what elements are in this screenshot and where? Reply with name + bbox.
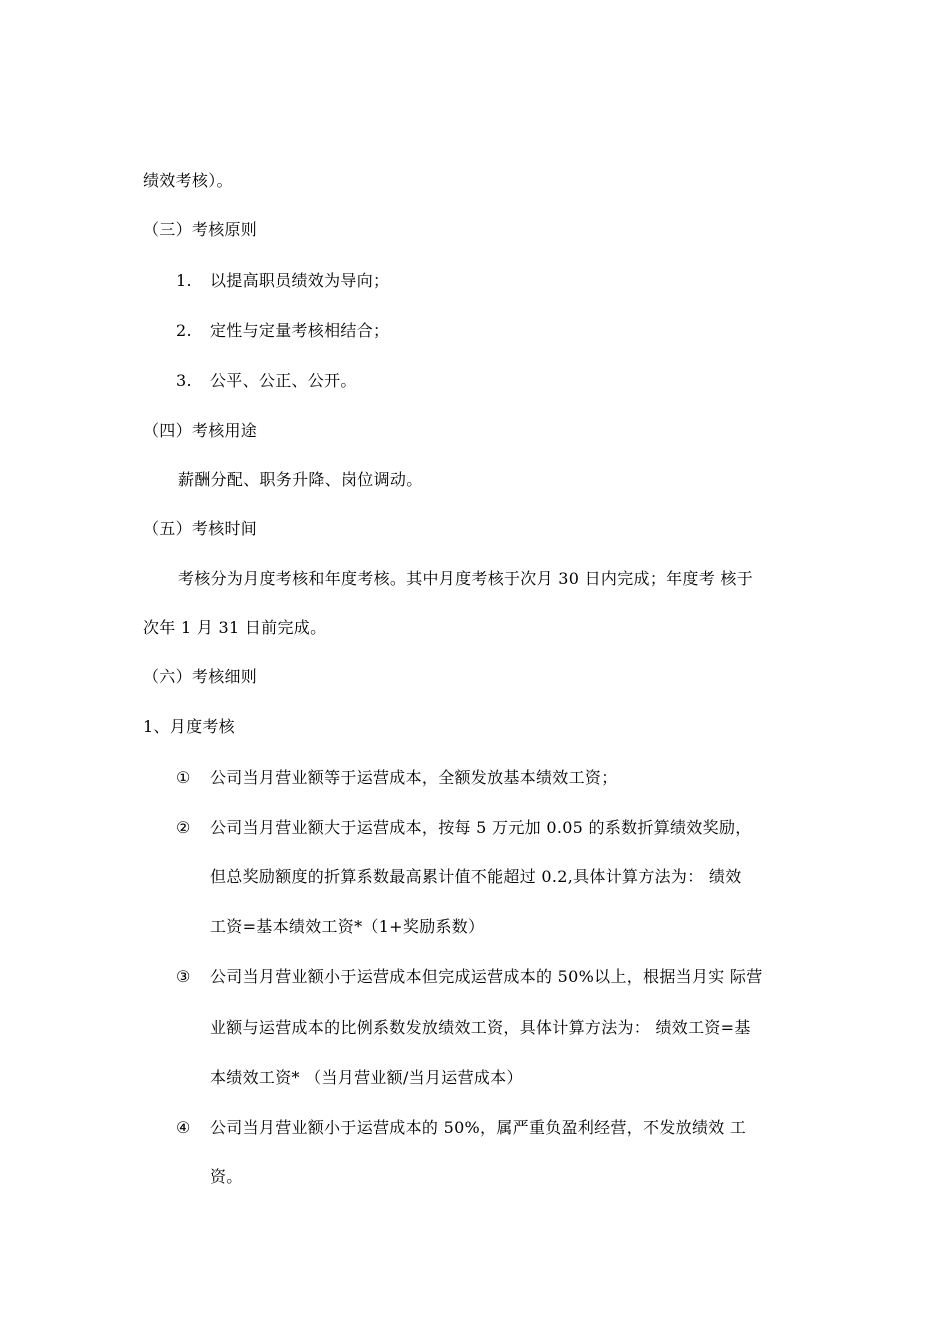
detail-item-2-continued: 工资=基本绩效工资*（1+奖励系数） bbox=[210, 917, 485, 936]
usage-paragraph: 薪酬分配、职务升降、岗位调动。 bbox=[178, 470, 423, 489]
list-number: 1. bbox=[176, 271, 192, 290]
detail-item-3 bbox=[176, 966, 763, 988]
list-number: 2. bbox=[176, 321, 192, 340]
circled-marker: ② bbox=[176, 818, 191, 837]
section-heading-time: （五）考核时间 bbox=[143, 519, 258, 538]
detail-item-2 bbox=[176, 817, 752, 839]
list-item-text: 公平、公正、公开。 bbox=[210, 371, 357, 390]
principle-item-3 bbox=[176, 370, 357, 392]
list-item-text: 公司当月营业额大于运营成本，按每 5 万元加 0.05 的系数折算绩效奖励， bbox=[210, 818, 752, 837]
section-heading-usage: （四）考核用途 bbox=[143, 421, 258, 440]
time-paragraph-line-2: 次年 1 月 31 日前完成。 bbox=[143, 618, 327, 637]
detail-item-1 bbox=[176, 767, 618, 789]
subheading-monthly: 1、月度考核 bbox=[143, 717, 235, 736]
detail-item-4 bbox=[176, 1117, 746, 1139]
detail-item-2-continued: 但总奖励额度的折算系数最高累计值不能超过 0.2,具体计算方法为： 绩效 bbox=[210, 867, 742, 886]
section-heading-principles: （三）考核原则 bbox=[143, 220, 258, 239]
list-item-text: 公司当月营业额小于运营成本的 50%，属严重负盈利经营，不发放绩效 工 bbox=[210, 1118, 747, 1137]
list-number: 3. bbox=[176, 371, 192, 390]
detail-item-4-continued: 资。 bbox=[210, 1167, 243, 1186]
list-item-text: 公司当月营业额等于运营成本，全额发放基本绩效工资； bbox=[210, 768, 618, 787]
time-paragraph-line-1: 考核分为月度考核和年度考核。其中月度考核于次月 30 日内完成；年度考 核于 bbox=[178, 569, 754, 588]
list-item-text: 以提高职员绩效为导向； bbox=[210, 271, 390, 290]
circled-marker: ④ bbox=[176, 1118, 191, 1137]
list-item-text: 公司当月营业额小于运营成本但完成运营成本的 50%以上，根据当月实 际营 bbox=[210, 967, 763, 986]
principle-item-1 bbox=[176, 270, 389, 292]
circled-marker: ① bbox=[176, 768, 191, 787]
circled-marker: ③ bbox=[176, 967, 191, 986]
list-item-text: 定性与定量考核相结合； bbox=[210, 321, 390, 340]
detail-item-3-continued: 本绩效工资* （当月营业额/当月运营成本） bbox=[210, 1068, 523, 1087]
detail-item-3-continued: 业额与运营成本的比例系数发放绩效工资，具体计算方法为： 绩效工资=基 bbox=[210, 1018, 751, 1037]
principle-item-2 bbox=[176, 320, 389, 342]
section-heading-details: （六）考核细则 bbox=[143, 667, 258, 686]
paragraph-continuation: 绩效考核）。 bbox=[143, 171, 233, 190]
